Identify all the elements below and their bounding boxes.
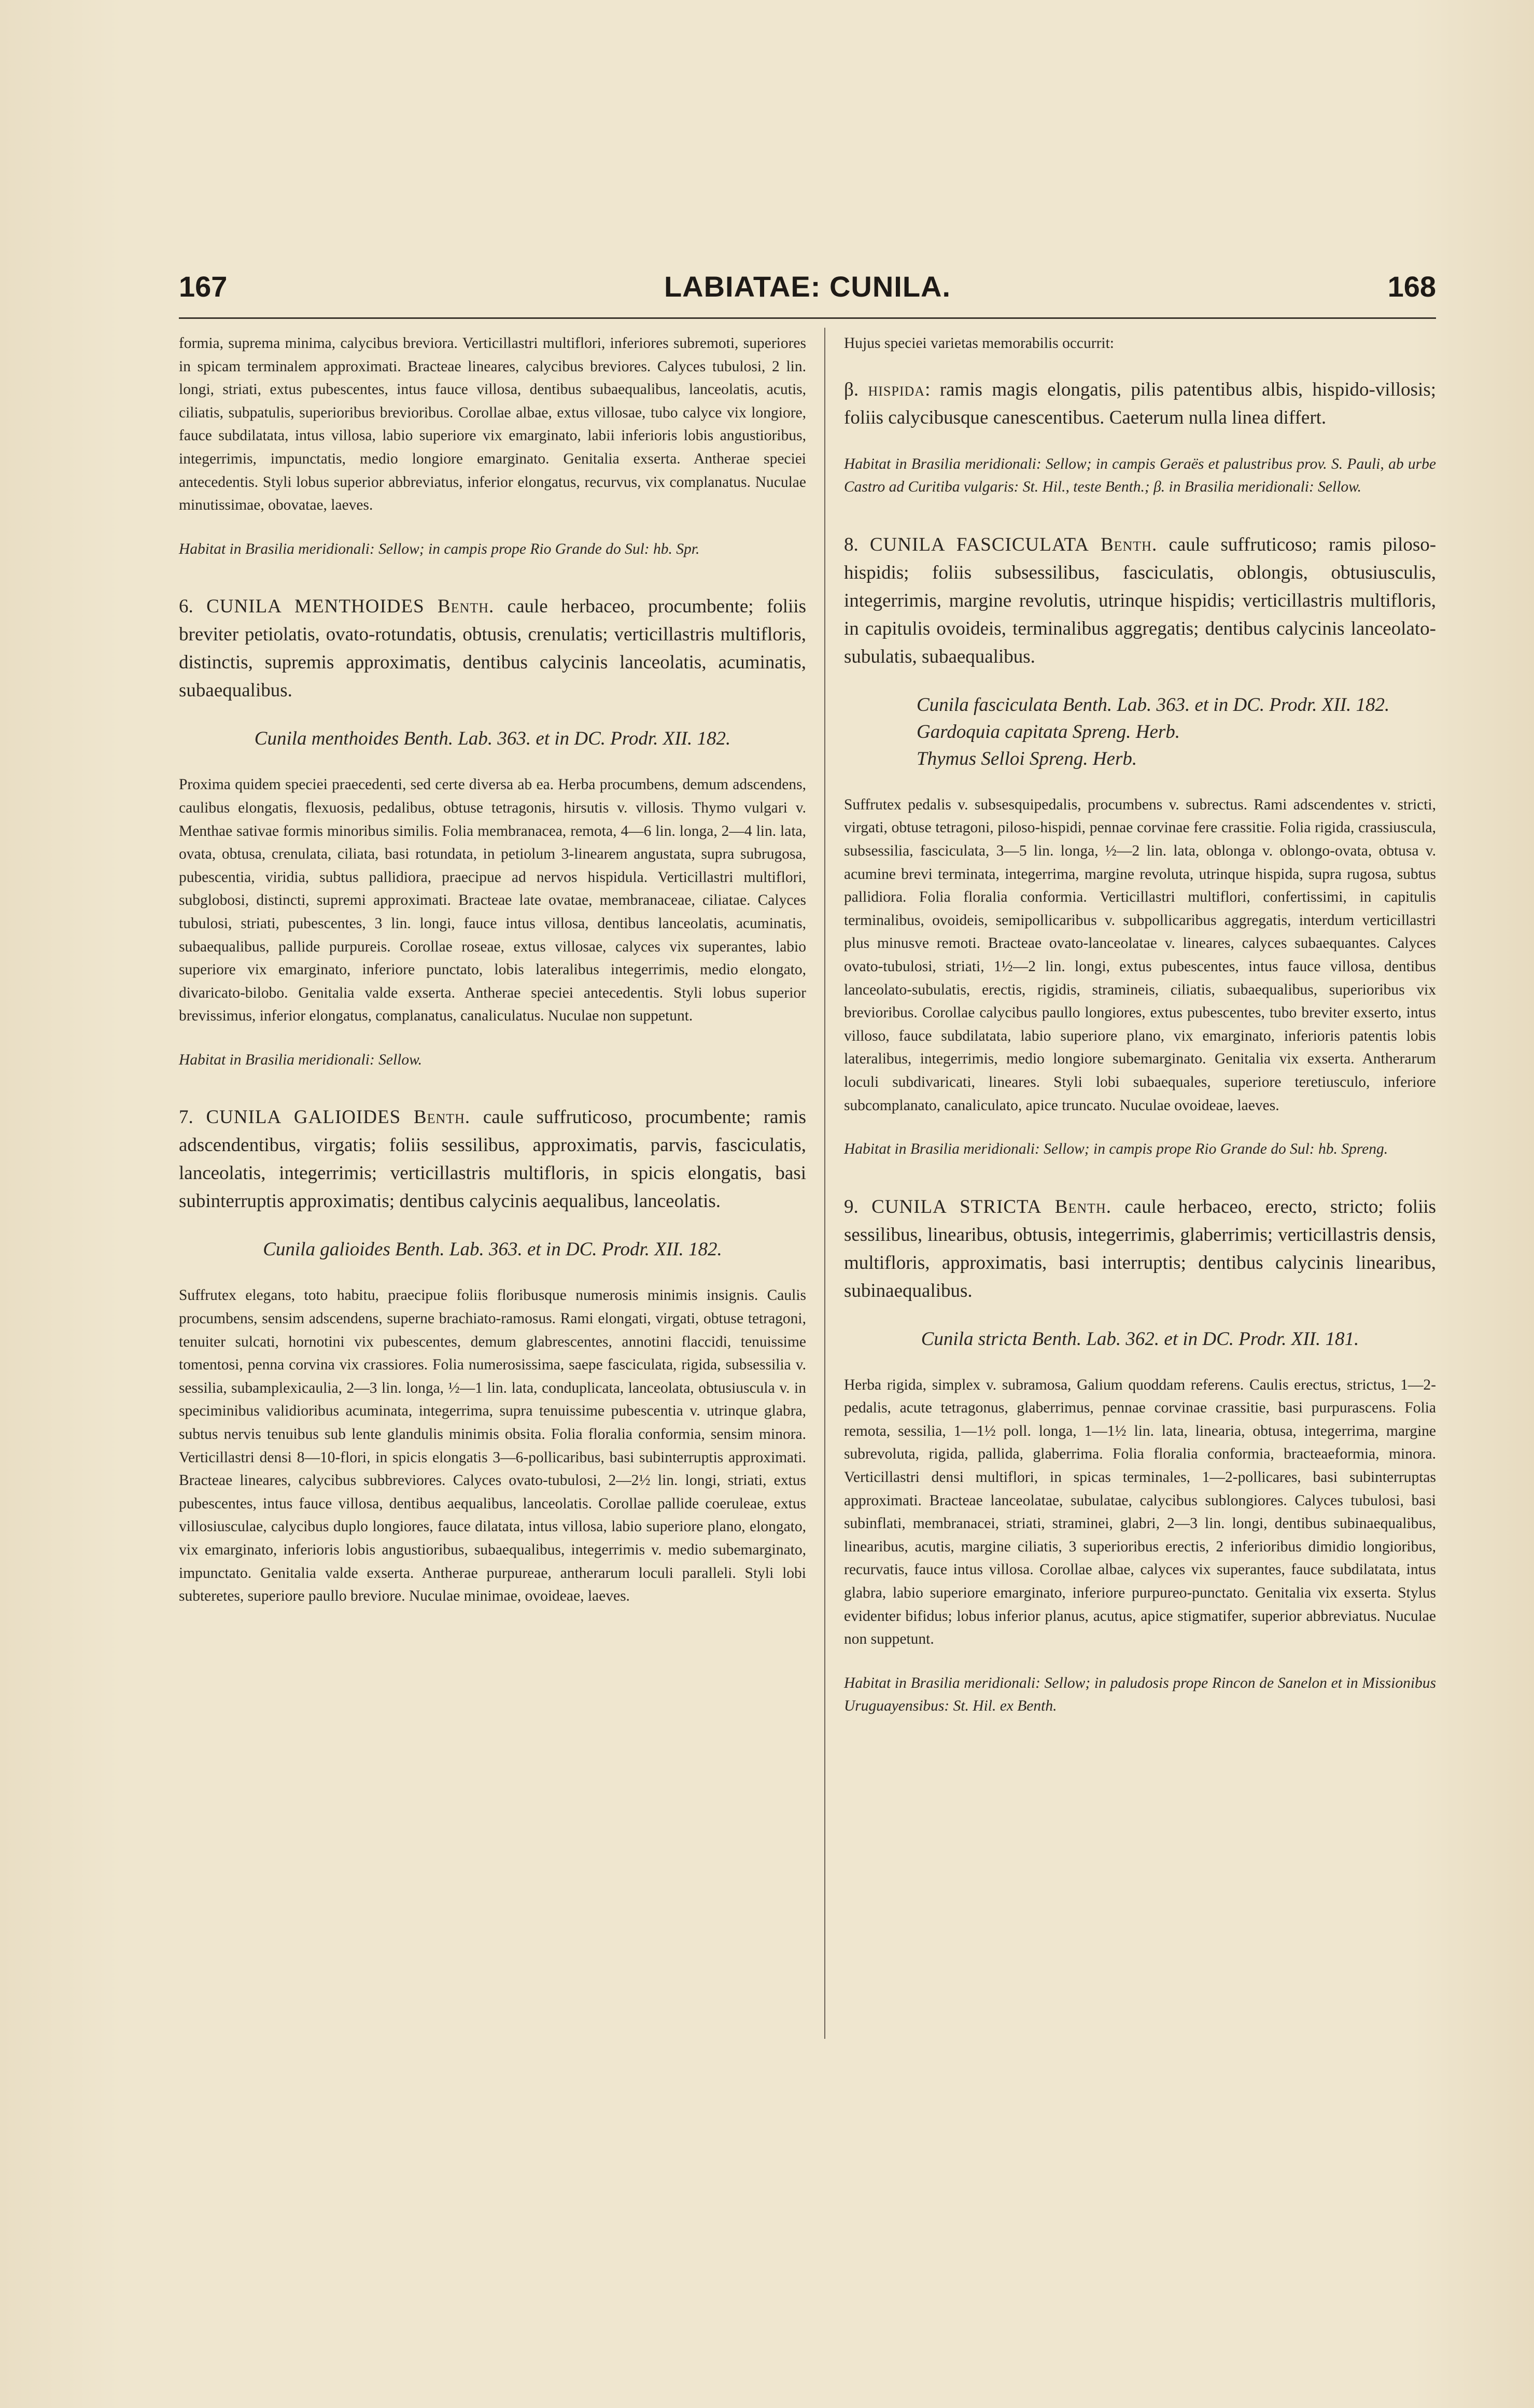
right-column — [844, 332, 1436, 1718]
species-6-diagnosis — [179, 593, 806, 705]
habitat-note: Habitat in Brasilia meridionali: Sellow; in campis prope Rio Grande do Sul: hb. Spreng. — [844, 1141, 1388, 1158]
header-rule — [179, 317, 1436, 319]
diagnosis-text: caule herbaceo, procumbente; foliis breviter petiolatis, ovato-rotundatis, obtusis, crenulatis; verticillastris multifloris, distinctis, supremis approximatis, dentibus calycinis lanceolatis, acuminatis, subaequalibus. — [179, 596, 807, 702]
habitat-note: Habitat in Brasilia meridionali: Sellow; in campis Geraës et palustribus prov. S. Pauli, ab urbe Castro ad Curitiba vulgaris: St. Hil., teste Benth.; β. in Brasilia meridionali: Sellow. — [844, 455, 1436, 496]
variety-intro: Hujus speciei varietas memorabilis occurrit: — [844, 335, 1115, 352]
diagnosis-text: caule suffruticoso; ramis piloso-hispidis; foliis subsessilibus, fasciculatis, oblongis, obtusiusculis, integerrimis, margine revolutis, utrinque hispidis; verticillastris multifloris, in capitulis ovoideis, terminalibus aggregatis; dentibus calycinis lanceolato-subulatis, subaequalibus. — [844, 534, 1437, 667]
species-number: 8. — [844, 534, 859, 555]
running-title: LABIATAE: CUNILA. — [664, 270, 951, 303]
running-header — [179, 270, 1436, 311]
species-author: Benth. — [1054, 1196, 1112, 1217]
synonym: Cunila menthoides Benth. Lab. 363. et in DC. Prodr. XII. 182. — [254, 728, 731, 750]
column-divider — [824, 328, 825, 2039]
variety-label: β. — [844, 379, 859, 400]
diagnosis-text: caule herbaceo, erecto, stricto; foliis sessilibus, linearibus, obtusis, integerrimis, glaberrimis; verticillastris densis, multifloris, approximatis, basi interruptis; dentibus calycinis linearibus, subinaequalibus. — [844, 1196, 1437, 1301]
synonym: Cunila galioides Benth. Lab. 363. et in DC. Prodr. XII. 182. — [263, 1239, 722, 1261]
species-6-description: Proxima quidem speciei praecedenti, sed certe diversa ab ea. Herba procumbens, demum adscendens, caulibus elongatis, flexuosis, pedalibus, obtuse tetragonis, hirsutis v. villosis. Thymo vulgari v. Menthae sativae formis minoribus similis. Folia membranacea, remota, 4—6 lin. longa, 2—4 lin. lata, ovata, obtusa, crenulata, ciliata, basi rotundata, in petiolum 3-linearem angustata, supra subrugosa, pubescentia, viridia, subtus pallidiora, praecipue ad nervos hispidula. Verticillastri multiflori, subglobosi, distincti, supremi approximati. Bracteae late ovatae, membranaceae, ciliatae. Calyces tubulosi, striati, pubescentes, 3 lin. longi, fauce intus villosa, dentibus lanceolatis, acuminatis, subaequalibus, pallide purpureis. Corollae roseae, extus villosae, calyces vix superantes, labio superiore vix emarginato, inferiore punctato, lobis lateralibus integerrimis, medio elongato, divaricato-bilobo. Genitalia valde exserta. Antherae speciei antecedentis. Styli lobus superior brevissimus, inferior elongatus, complanatus, canaliculatus. Nuculae non suppetunt. — [179, 776, 806, 1025]
species-author: Benth. — [1100, 534, 1158, 555]
diagnosis-text: caule suffruticoso, procumbente; ramis adscendentibus, virgatis; foliis sessilibus, approximatis, parvis, fasciculatis, lanceolatis, integerrimis; verticillastris multifloris, in spicis elongatis, basi subinterruptis approximatis; dentibus calycinis aequalibus, lanceolatis. — [179, 1107, 807, 1212]
page-number-left: 167 — [179, 270, 228, 303]
variety-name: hispida — [868, 379, 925, 400]
species-number: 7. — [179, 1107, 193, 1128]
species-name: CUNILA FASCICULATA — [869, 534, 1089, 555]
species-name: CUNILA GALIOIDES — [206, 1107, 401, 1128]
page-number-right: 168 — [1387, 270, 1436, 303]
species-author: Benth. — [438, 596, 495, 618]
species-name: CUNILA MENTHOIDES — [206, 596, 425, 618]
species-8-description: Suffrutex pedalis v. subsesquipedalis, procumbens v. subrectus. Rami adscendentes v. stricti, virgati, obtuse tetragoni, piloso-hispidi, pennae corvinae fere crassitie. Folia rigida, crassiuscula, subsessilia, fasciculata, 3—5 lin. longa, ½—2 lin. lata, oblonga v. oblongo-ovata, obtusa v. acumine brevi terminata, integerrima, margine revoluta, utrinque hispida, supra rugosa, subtus pallidiora. Folia floralia conformia. Verticillastri multiflori, confertissimi, in capitulis terminalibus, ovoideis, semipollicaribus v. subpollicaribus aggregatis, interdum verticillastri plus minusve remoti. Bracteae ovato-lanceolatae v. lineares, calyces subaequantes. Calyces ovato-tubulosi, striati, 1½—2 lin. longi, extus pubescentes, intus fauce villosa, dentibus lanceolato-subulatis, erectis, rigidis, stramineis, ciliatis, subaequalibus, superioribus vix brevioribus. Corollae calycibus paullo longiores, extus pubescentes, tubo breviter exserto, intus villoso, fauce subdilatata, labio superiore plano, vix emarginato, inferioris patentis lobis lateralibus, integerrimis, medio longiore subemarginato. Genitalia vix exserta. Antherarum loculi subdivaricati, lineares. Styli lobi subaequales, superiore teretiusculo, inferiore subcomplanato, canaliculato, apice truncato. Nuculae ovoideae, laeves. — [844, 796, 1436, 1114]
continued-description: formia, suprema minima, calycibus breviora. Verticillastri multiflori, inferiores subremoti, superiores in spicam terminalem approximati. Bracteae lineares, calycibus breviores. Calyces tubulosi, 2 lin. longi, striati, extus pubescentes, intus fauce villosa, dentibus subaequalibus, lanceolatis, acutis, ciliatis, subpatulis, superioribus brevioribus. Corollae albae, extus villosae, tubo calyce vix longiore, fauce subdilatata, intus villosa, labio superiore vix emarginato, labii inferioris lobis angustioribus, integerrimis, impunctatis, medio longiore emarginato. Genitalia exserta. Antherae speciei antecedentis. Styli lobus superior abbreviatus, inferior elongatus, recurvus, vix complanatus. Nuculae minutissimae, obovatae, laeves. — [179, 335, 806, 514]
left-column — [179, 332, 806, 1608]
species-number: 6. — [179, 596, 193, 618]
species-8-diagnosis — [844, 531, 1436, 671]
species-9-diagnosis — [844, 1193, 1436, 1305]
species-number: 9. — [844, 1196, 859, 1217]
species-author: Benth. — [413, 1107, 471, 1128]
habitat-note: Habitat in Brasilia meridionali: Sellow. — [179, 1051, 422, 1068]
synonym: Thymus Selloi Spreng. Herb. — [917, 748, 1137, 769]
synonym: Cunila fasciculata Benth. Lab. 363. et in DC. Prodr. XII. 182. — [917, 694, 1390, 716]
synonym: Gardoquia capitata Spreng. Herb. — [917, 721, 1180, 743]
habitat-note: Habitat in Brasilia meridionali: Sellow; in paludosis prope Rincon de Sanelon et in Missionibus Uruguayensibus: St. Hil. ex Benth. — [844, 1674, 1436, 1715]
species-7-description: Suffrutex elegans, toto habitu, praecipue foliis floribusque numerosis minimis insignis. Caulis procumbens, sensim adscendens, superne brachiato-ramosus. Rami elongati, virgati, obtuse tetragoni, tenuiter sulcati, hornotini vix pubescentes, demum glabrescentes, annotini flaccidi, tenuissime tomentosi, penna corvina vix crassiores. Folia numerosissima, saepe fasciculata, rigida, subsessilia v. sessilia, subamplexicaulia, 2—3 lin. longa, ½—1 lin. lata, conduplicata, lanceolata, obtusiuscula v. in speciminibus validioribus acuminata, integerrima, supra tenuissime pubescentia v. utrinque glabra, subtus nervis tenuibus sub lente glandulis minimis obsita. Folia floralia conformia, sensim minora. Verticillastri densi 8—10-flori, in spicis elongatis 3—6-pollicaribus, basi subinterruptis approximati. Bracteae lineares, calycibus subbreviores. Calyces ovato-tubulosi, 2—2½ lin. longi, striati, extus pubescentes, intus fauce villosa, dentibus aequalibus, lanceolatis. Corollae pallide coeruleae, extus villosiusculae, calycibus duplo longiores, fauce dilatata, intus villosa, labio superiore plano, elongato, vix emarginato, inferioris lobis angustioribus, subaequalibus, integerrimis v. medio subemarginato, impunctato. Genitalia valde exserta. Antherae purpureae, antherarum loculi paralleli. Styli lobi subteretes, superiore paullo breviore. Nuculae minimae, ovoideae, laeves. — [179, 1287, 806, 1605]
species-9-description: Herba rigida, simplex v. subramosa, Galium quoddam referens. Caulis erectus, strictus, 1—2-pedalis, acute tetragonus, glaberrimus, pennae corvinae crassitie, basi purpurascens. Folia remota, sessilia, 1—1½ poll. longa, 1—1½ lin. lata, linearia, obtusa, integerrima, margine subrevoluta, rigida, pallida, glaberrima. Folia floralia conformia, bracteaeformia, minora. Verticillastri densi multiflori, in spicas terminales, 1—2-pollicares, basi subinterruptas approximati. Bracteae lanceolatae, subulatae, calycibus sublongiores. Calyces tubulosi, basi subinflati, membranacei, striati, straminei, glabri, 2—3 lin. longi, dentibus subinaequalibus, linearibus, acutis, margine ciliatis, 3 superioribus erectis, 2 inferioribus dimidio longioribus, recurvatis, fauce intus villosa. Corollae albae, calyces vix superantes, fauce subdilatata, intus glabra, labio superiore emarginato, inferiore purpureo-punctato. Genitalia vix exserta. Stylus evidenter bifidus; lobus inferior planus, acutus, apice stigmatifer, superior abbreviatus. Nuculae non suppetunt. — [844, 1376, 1436, 1648]
species-7-diagnosis — [179, 1103, 806, 1215]
variety-text: : ramis magis elongatis, pilis patentibus albis, hispido-villosis; foliis calycibusque canescentibus. Caeterum nulla linea differt. — [844, 379, 1437, 428]
variety-description — [844, 376, 1436, 432]
habitat-note: Habitat in Brasilia meridionali: Sellow; in campis prope Rio Grande do Sul: hb. Spr. — [179, 540, 700, 557]
species-name: CUNILA STRICTA — [871, 1196, 1042, 1217]
synonym: Cunila stricta Benth. Lab. 362. et in DC. Prodr. XII. 181. — [921, 1328, 1359, 1350]
